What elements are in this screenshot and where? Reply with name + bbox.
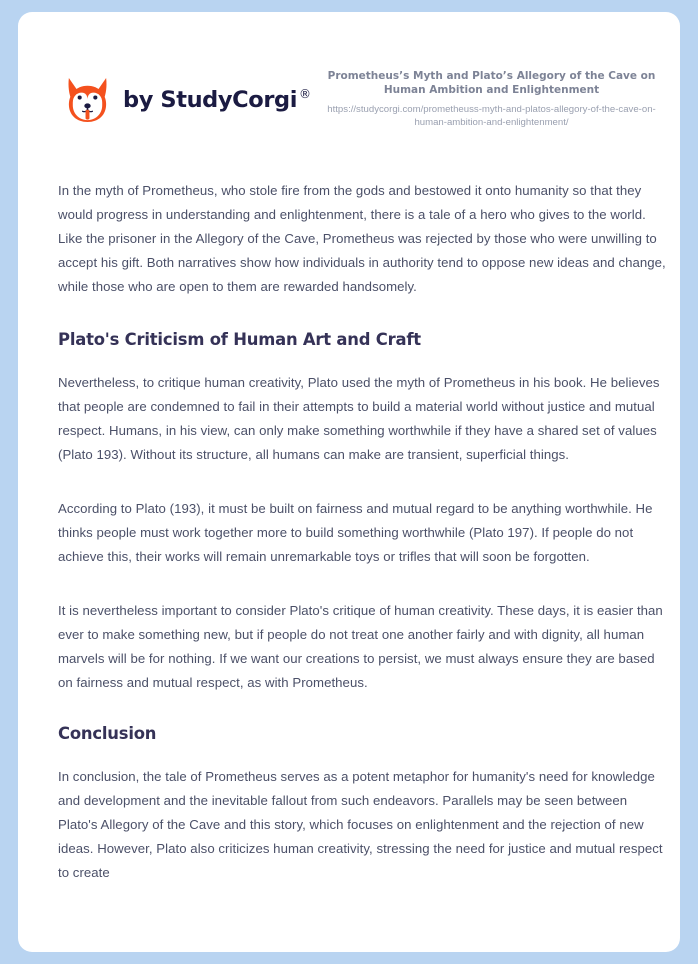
section-paragraph: According to Plato (193), it must be built on fairness and mutual regard to be anything worthwhile. He thinks people must work together more to build something worthwhile (Plato 197). If people do not achieve this, their works will remain unremarkable toys or trifles that will soon be forgotten. [58,501,653,565]
corgi-head-icon [63,75,112,124]
page-title: Prometheus’s Myth and Plato’s Allegory of the Cave on Human Ambition and Enlightenment [327,70,656,96]
brand-wordmark-text: by StudyCorgi [123,86,298,113]
registered-trademark-icon: ® [299,87,311,101]
conclusion-paragraph: In conclusion, the tale of Prometheus serves as a potent metaphor for humanity's need for knowledge and development and the inevitable fallout from such endeavors. Parallels may be seen between Plato's Allegory of the Cave and this story, which focuses on enlightenment and the rejection of new ideas. However, Plato also criticizes human creativity, stressing the need for justice and mutual respect to create [58,769,663,881]
section-paragraph: It is nevertheless important to consider Plato's critique of human creativity. These days, it is easier than ever to make something new, but if people do not treat one another fairly and with dignity, all human marvels will be for nothing. If we want our creations to persist, we must always ensure they are based on fairness and mutual respect, as with Prometheus. [58,603,663,691]
article-body [18,179,680,885]
section-heading-conclusion: Conclusion [58,724,157,744]
section-paragraph: Nevertheless, to critique human creativity, Plato used the myth of Prometheus in his book. He believes that people are condemned to fail in their attempts to build a material world without justice and mutual respect. Humans, in his view, can only make something worthwhile if they have a shared set of values (Plato 193). Without its structure, all humans can make are transient, superficial things. [58,375,660,463]
document-header [18,12,680,129]
brand-logo[interactable] [63,65,311,124]
brand-wordmark [123,87,311,113]
document-sheet [18,12,680,952]
intro-paragraph: In the myth of Prometheus, who stole fire from the gods and bestowed it onto humanity so that they would progress in understanding and enlightenment, there is a tale of a hero who gives to the world. Like the prisoner in the Allegory of the Cave, Prometheus was rejected by those who were unwilling to accept his gift. Both narratives show how individuals in authority tend to oppose new ideas and change, while those who are open to them are rewarded handsomely. [58,183,666,295]
section-heading-plato-criticism: Plato's Criticism of Human Art and Craft [58,330,421,350]
header-meta [319,65,664,129]
source-url: https://studycorgi.com/prometheuss-myth-and-platos-allegory-of-the-cave-on-human-ambition-and-enlightenment/ [327,104,656,128]
